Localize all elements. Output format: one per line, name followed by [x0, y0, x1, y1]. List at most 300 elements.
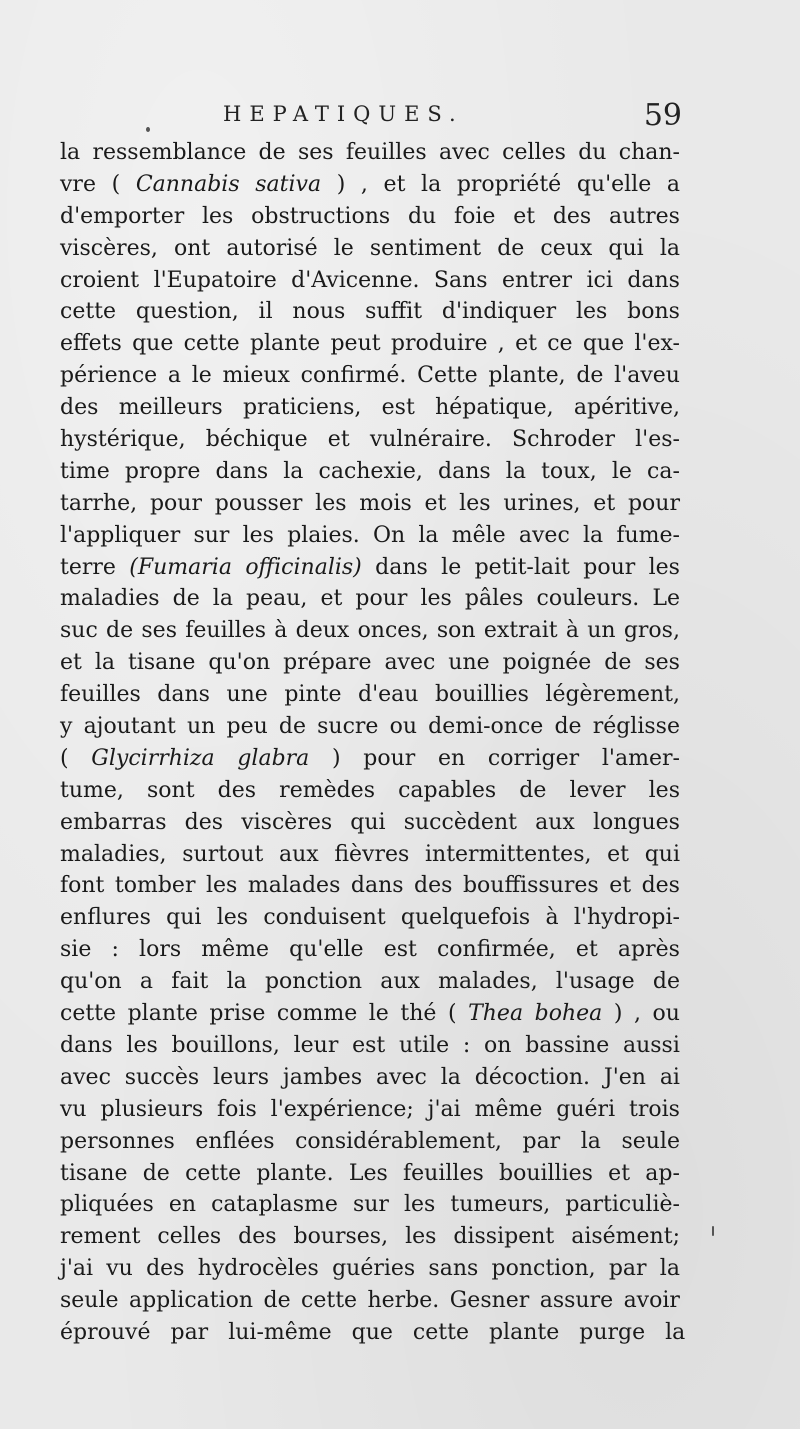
- word: propre: [124, 458, 201, 484]
- word: il: [258, 299, 273, 325]
- word: les: [216, 905, 249, 931]
- word: cette: [185, 1160, 242, 1186]
- word: demi-once: [428, 714, 544, 740]
- word: ses: [297, 140, 334, 165]
- word: assure: [539, 1288, 614, 1314]
- word: mêle: [451, 522, 506, 548]
- word: qu'on: [208, 650, 271, 676]
- word: avec: [518, 522, 570, 548]
- word: tisane: [127, 650, 196, 676]
- word: viscères: [241, 809, 333, 835]
- word: les: [202, 203, 234, 229]
- word: (: [447, 1001, 457, 1027]
- text-line: [60, 265, 680, 297]
- word: bouillies: [498, 1160, 593, 1186]
- word: éprouvé: [60, 1319, 151, 1345]
- word: mieux: [222, 363, 290, 389]
- word: plante,: [488, 363, 566, 389]
- word: les: [404, 1192, 436, 1218]
- word: j'ai: [60, 1256, 94, 1282]
- word: surtout: [182, 841, 264, 867]
- word: tisane: [60, 1160, 128, 1186]
- word: plante: [127, 1001, 198, 1027]
- text-line: [60, 1158, 680, 1190]
- text-line: [60, 870, 680, 902]
- text-line: [60, 1253, 680, 1285]
- text-line: [60, 1317, 686, 1349]
- word: deux: [295, 618, 350, 644]
- word: fièvres: [334, 841, 410, 867]
- word: herbe.: [367, 1288, 440, 1314]
- word: ressemblance: [92, 140, 247, 165]
- word: décoction.: [474, 1064, 591, 1090]
- word: ,: [497, 331, 505, 357]
- word: feuilles: [60, 682, 141, 708]
- word: mois: [359, 490, 412, 516]
- word: toux,: [541, 458, 597, 484]
- word: corriger: [487, 745, 580, 771]
- text-line: [60, 1094, 680, 1126]
- word: dans: [60, 1032, 113, 1058]
- word: jambes: [282, 1064, 363, 1090]
- word: ou: [389, 714, 417, 740]
- word: sentiment: [369, 235, 482, 261]
- word: purge: [579, 1319, 646, 1345]
- word: qui: [644, 841, 680, 867]
- margin-speck: [146, 127, 150, 132]
- word: viscères,: [60, 235, 158, 261]
- word: sucre: [317, 714, 379, 740]
- word: l'hydropi-: [573, 905, 680, 931]
- word: longues: [592, 809, 680, 835]
- word: obstructions: [251, 203, 391, 229]
- text-line: [60, 201, 680, 233]
- word: sur: [193, 522, 230, 548]
- word: béchique: [205, 427, 308, 453]
- word: de: [604, 650, 632, 676]
- word: des: [60, 395, 99, 421]
- word: y: [60, 714, 73, 740]
- word: prépare: [283, 650, 372, 676]
- text-line: [60, 807, 680, 839]
- word: sativa: [255, 171, 322, 197]
- word: cette: [412, 1319, 469, 1345]
- word: bourses,: [293, 1224, 389, 1250]
- word: ): [613, 1001, 623, 1027]
- word: font: [60, 873, 105, 899]
- word: pâles: [464, 586, 524, 612]
- word: ses: [141, 618, 177, 644]
- word: feuilles: [403, 1160, 484, 1186]
- word: du: [578, 140, 607, 165]
- word: croient: [60, 267, 140, 293]
- text-line: [60, 934, 680, 966]
- word: maladies,: [60, 841, 167, 867]
- word: sur: [352, 1192, 389, 1218]
- word: l'ex-: [634, 331, 680, 357]
- word: après: [617, 937, 680, 963]
- word: la: [418, 522, 439, 548]
- word: bouillies: [434, 682, 529, 708]
- word: l'amer-: [601, 745, 680, 771]
- word: les: [242, 522, 274, 548]
- word: celles: [502, 140, 566, 165]
- word: apéritive,: [573, 395, 680, 421]
- text-line: [60, 1126, 680, 1158]
- word: aussi: [622, 1032, 680, 1058]
- word: dans: [375, 554, 428, 580]
- word: tumeurs,: [450, 1192, 551, 1218]
- word: petit-lait: [474, 554, 570, 580]
- word: Schroder: [512, 427, 615, 453]
- word: des: [184, 809, 224, 835]
- word: lui-même: [228, 1319, 332, 1345]
- word: officinalis): [245, 554, 362, 580]
- word: des: [414, 873, 453, 899]
- word: à: [565, 618, 579, 644]
- word: par: [522, 1128, 561, 1154]
- word: quelquefois: [400, 905, 531, 931]
- word: fume-: [616, 522, 680, 548]
- word: l'expérience;: [270, 1096, 414, 1122]
- word: feuilles: [345, 140, 427, 165]
- word: des: [217, 777, 257, 803]
- word: la: [421, 171, 442, 197]
- word: on: [484, 1032, 512, 1058]
- word: cette: [183, 331, 240, 357]
- text-line: [60, 775, 680, 807]
- word: vre: [60, 171, 96, 197]
- text-line: [60, 233, 680, 265]
- word: des: [552, 203, 592, 229]
- word: rement: [60, 1224, 141, 1250]
- word: guéries: [332, 1256, 416, 1282]
- text-line: [60, 360, 680, 392]
- word: bassine: [525, 1032, 610, 1058]
- text-line: [60, 902, 680, 934]
- word: en: [438, 745, 466, 771]
- word: pinte: [284, 682, 342, 708]
- word: les: [205, 873, 238, 899]
- text-line: [60, 966, 680, 998]
- word: succèdent: [403, 809, 517, 835]
- word: de: [172, 586, 200, 612]
- text-line: [60, 1221, 680, 1253]
- text-line: [60, 647, 680, 679]
- word: peut: [330, 331, 381, 357]
- word: pour: [627, 490, 680, 516]
- word: ai: [659, 1064, 680, 1090]
- word: lever: [569, 777, 626, 803]
- word: le: [368, 1001, 389, 1027]
- word: les: [648, 777, 680, 803]
- word: propriété: [456, 171, 562, 197]
- word: et: [513, 203, 536, 229]
- text-line: [60, 488, 680, 520]
- word: le: [441, 554, 462, 580]
- word: maladies: [60, 586, 160, 612]
- text-line: [60, 1030, 680, 1062]
- word: par: [170, 1319, 209, 1345]
- word: de: [258, 140, 286, 165]
- word: ici: [586, 267, 613, 293]
- word: est: [383, 937, 417, 963]
- body-text: [60, 137, 686, 1349]
- word: produire: [390, 331, 488, 357]
- word: couleurs.: [536, 586, 640, 612]
- word: une: [226, 682, 268, 708]
- word: ca-: [647, 458, 680, 484]
- word: dans: [627, 267, 680, 293]
- word: J'en: [603, 1064, 646, 1090]
- word: On: [372, 522, 406, 548]
- word: périence: [60, 363, 158, 389]
- word: d'Avicenne.: [291, 267, 420, 293]
- word: Sans: [433, 267, 488, 293]
- word: autorisé: [226, 235, 318, 261]
- text-line: [60, 615, 680, 647]
- word: praticiens,: [242, 395, 362, 421]
- word: et: [593, 490, 616, 516]
- word: intermittentes,: [424, 841, 592, 867]
- word: (Fumaria: [129, 554, 232, 580]
- word: dans: [350, 873, 404, 899]
- text-line: [60, 552, 680, 584]
- word: plusieurs: [100, 1096, 204, 1122]
- word: seule: [60, 1288, 119, 1314]
- running-title: HEPATIQUES.: [223, 102, 464, 126]
- word: et: [320, 586, 343, 612]
- word: d'indiquer: [441, 299, 557, 325]
- word: chan-: [618, 140, 680, 165]
- word: leur: [293, 1032, 339, 1058]
- word: de: [652, 969, 680, 995]
- word: avec: [384, 650, 436, 676]
- word: pour: [355, 586, 408, 612]
- text-line: [60, 424, 680, 456]
- text-line: [60, 328, 680, 360]
- word: la: [440, 1064, 461, 1090]
- word: peau,: [246, 586, 308, 612]
- word: pour: [583, 554, 636, 580]
- word: en: [168, 1192, 197, 1218]
- word: pour: [149, 490, 202, 516]
- word: considérablement,: [295, 1128, 502, 1154]
- word: fois: [217, 1096, 257, 1122]
- word: suffit: [365, 299, 423, 325]
- text-line: [60, 583, 680, 615]
- word: dans: [215, 458, 269, 484]
- word: que: [351, 1319, 393, 1345]
- word: la: [505, 458, 526, 484]
- word: glabra: [237, 745, 310, 771]
- text-line: [60, 169, 680, 201]
- word: :: [462, 1032, 471, 1058]
- word: Les: [348, 1160, 388, 1186]
- word: trois: [629, 1096, 680, 1122]
- word: seule: [621, 1128, 680, 1154]
- word: capables: [398, 777, 497, 803]
- word: (: [60, 745, 69, 771]
- word: entrer: [501, 267, 573, 293]
- word: des: [146, 1256, 185, 1282]
- word: bouffissures: [462, 873, 599, 899]
- word: peu: [226, 714, 268, 740]
- word: ce: [547, 331, 573, 357]
- word: la: [580, 1128, 601, 1154]
- word: la: [212, 586, 233, 612]
- word: qui: [608, 235, 644, 261]
- word: de: [106, 618, 134, 644]
- word: urines,: [503, 490, 581, 516]
- word: suc: [60, 618, 98, 644]
- word: malades: [247, 873, 341, 899]
- word: est: [381, 395, 415, 421]
- word: et: [60, 650, 82, 676]
- word: est: [352, 1032, 386, 1058]
- word: dissipent: [453, 1224, 555, 1250]
- word: la: [94, 650, 115, 676]
- word: ponction: [264, 969, 363, 995]
- word: ): [332, 745, 341, 771]
- word: sont: [147, 777, 195, 803]
- word: ap-: [645, 1160, 680, 1186]
- word: de: [576, 363, 604, 389]
- word: du: [407, 203, 437, 229]
- word: avec: [60, 1064, 111, 1090]
- word: poignée: [502, 650, 592, 676]
- word: la: [60, 140, 81, 165]
- word: Cannabis: [135, 171, 240, 197]
- word: plante: [249, 331, 321, 357]
- word: application: [128, 1288, 254, 1314]
- word: et: [609, 873, 632, 899]
- margin-speck: [712, 1226, 714, 1236]
- word: la: [659, 235, 680, 261]
- word: ses: [644, 650, 680, 676]
- word: ajoutant: [83, 714, 176, 740]
- text-line: [60, 679, 680, 711]
- word: des: [238, 1224, 277, 1250]
- word: lors: [139, 937, 182, 963]
- word: remèdes: [279, 777, 375, 803]
- word: pour: [363, 745, 416, 771]
- word: le: [333, 235, 354, 261]
- word: cette: [60, 299, 117, 325]
- word: l'usage: [555, 969, 635, 995]
- word: hépatique,: [435, 395, 554, 421]
- word: des: [641, 873, 680, 899]
- text-line: [60, 392, 680, 424]
- word: comme: [276, 1001, 358, 1027]
- text-line: [60, 520, 680, 552]
- word: son: [436, 618, 476, 644]
- word: utile: [399, 1032, 450, 1058]
- word: aux: [380, 969, 420, 995]
- word: à: [545, 905, 559, 931]
- word: enflées: [195, 1128, 275, 1154]
- word: les: [575, 299, 608, 325]
- word: d'emporter: [60, 203, 185, 229]
- text-line: [60, 137, 680, 169]
- word: celles: [157, 1224, 222, 1250]
- word: :: [111, 937, 119, 963]
- word: que: [582, 331, 625, 357]
- text-line: [60, 1062, 680, 1094]
- word: embarras: [60, 809, 167, 835]
- word: autres: [609, 203, 680, 229]
- word: aux: [535, 809, 575, 835]
- word: ,: [360, 171, 368, 197]
- word: de: [278, 714, 306, 740]
- word: avoir: [623, 1288, 680, 1314]
- running-head: [60, 100, 680, 140]
- word: qui: [166, 905, 202, 931]
- word: de: [497, 235, 525, 261]
- word: dans: [157, 682, 210, 708]
- word: Thea: [468, 1001, 524, 1027]
- word: les: [315, 490, 347, 516]
- word: et: [608, 1160, 631, 1186]
- word: tarrhe,: [60, 490, 138, 516]
- word: à: [274, 618, 288, 644]
- word: la: [665, 1319, 686, 1345]
- word: hydrocèles: [197, 1256, 319, 1282]
- word: la: [226, 969, 247, 995]
- word: j'ai: [427, 1096, 461, 1122]
- word: plante: [488, 1319, 560, 1345]
- word: que: [132, 331, 174, 357]
- word: l'aveu: [614, 363, 680, 389]
- word: même: [201, 937, 270, 963]
- word: bohea: [534, 1001, 603, 1027]
- word: un: [187, 714, 216, 740]
- word: et: [575, 937, 598, 963]
- word: a: [666, 171, 680, 197]
- word: sie: [60, 937, 92, 963]
- word: les: [405, 1224, 437, 1250]
- word: ont: [174, 235, 211, 261]
- word: même: [474, 1096, 543, 1122]
- text-line: [60, 1189, 680, 1221]
- word: meilleurs: [118, 395, 223, 421]
- word: guéri: [556, 1096, 616, 1122]
- word: ponction,: [491, 1256, 596, 1282]
- word: ): [336, 171, 346, 197]
- word: légèrement,: [545, 682, 680, 708]
- word: avec: [375, 1064, 427, 1090]
- word: succès: [124, 1064, 200, 1090]
- word: réglisse: [592, 714, 680, 740]
- word: leurs: [213, 1064, 270, 1090]
- word: a: [139, 969, 154, 995]
- word: Le: [652, 586, 680, 612]
- text-line: [60, 839, 680, 871]
- word: l'es-: [635, 427, 680, 453]
- text-line: [60, 711, 680, 743]
- word: a: [167, 363, 181, 389]
- word: qu'elle: [576, 171, 652, 197]
- word: de: [519, 777, 547, 803]
- text-line: [60, 743, 680, 775]
- word: l'Eupatoire: [153, 267, 277, 293]
- word: enflures: [60, 905, 151, 931]
- word: ceux: [540, 235, 593, 261]
- word: onces,: [357, 618, 429, 644]
- word: de: [263, 1288, 291, 1314]
- word: qu'on: [60, 969, 122, 995]
- word: les: [126, 1032, 158, 1058]
